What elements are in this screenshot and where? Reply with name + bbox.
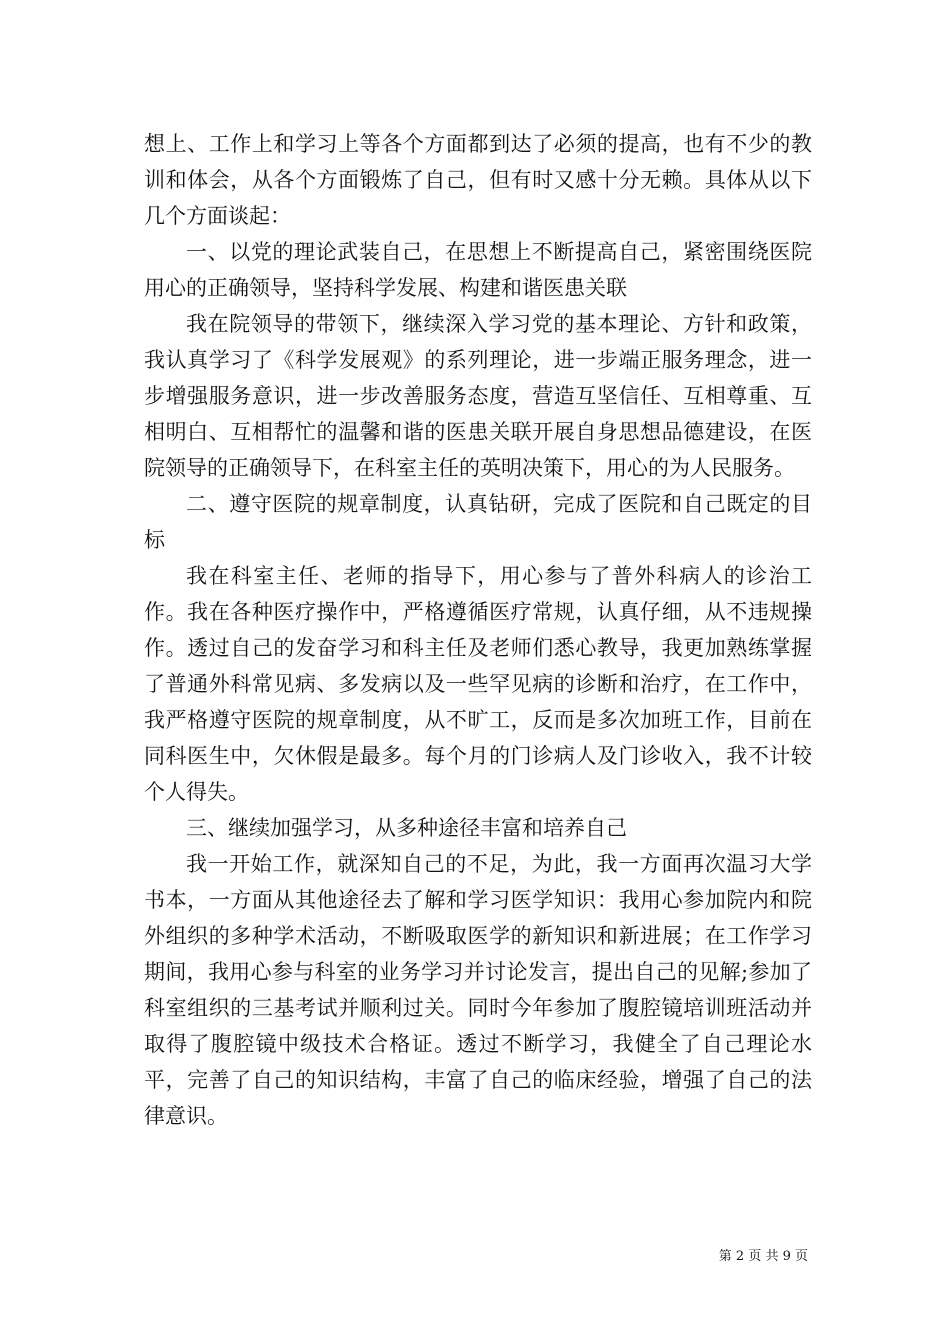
page-number-footer: 第 2 页 共 9 页: [718, 1249, 808, 1264]
paragraph-section-3: 我一开始工作，就深知自己的不足，为此，我一方面再次温习大学书本，一方面从其他途径去了解和学习医学知识：我用心参加院内和院外组织的多种学术活动，不断吸取医学的新知识和新进展；在工作学习期间，我用心参与科室的业务学习并讨论发言，提出自己的见解;参加了科室组织的三基考试并顺利过关。同时今年参加了腹腔镜培训班活动并取得了腹腔镜中级技术合格证。透过不断学习，我健全了自己理论水平，完善了自己的知识结构，丰富了自己的临床经验，增强了自己的法律意识。: [144, 852, 812, 1128]
section-heading-1: 一、以党的理论武装自己，在思想上不断提高自己，紧密围绕医院用心的正确领导，坚持科学发展、构建和谐医患关联: [144, 240, 812, 300]
document-body: [144, 126, 812, 1134]
paragraph-intro-continued: 想上、工作上和学习上等各个方面都到达了必须的提高，也有不少的教训和体会，从各个方面锻炼了自己，但有时又感十分无赖。具体从以下几个方面谈起：: [144, 132, 812, 228]
section-heading-2: 二、遵守医院的规章制度，认真钻研，完成了医院和自己既定的目标: [144, 492, 812, 552]
paragraph-section-2: 我在科室主任、老师的指导下，用心参与了普外科病人的诊治工作。我在各种医疗操作中，严格遵循医疗常规，认真仔细，从不违规操作。透过自己的发奋学习和科主任及老师们悉心教导，我更加熟练掌握了普通外科常见病、多发病以及一些罕见病的诊断和治疗，在工作中，我严格遵守医院的规章制度，从不旷工，反而是多次加班工作，目前在同科医生中，欠休假是最多。每个月的门诊病人及门诊收入，我不计较个人得失。: [144, 564, 812, 804]
paragraph-section-1: 我在院领导的带领下，继续深入学习党的基本理论、方针和政策，我认真学习了《科学发展观》的系列理论，进一步端正服务理念，进一步增强服务意识，进一步改善服务态度，营造互坚信任、互相尊重、互相明白、互相帮忙的温馨和谐的医患关联开展自身思想品德建设，在医院领导的正确领导下，在科室主任的英明决策下，用心的为人民服务。: [144, 312, 812, 480]
section-heading-3: 三、继续加强学习，从多种途径丰富和培养自己: [186, 816, 627, 840]
